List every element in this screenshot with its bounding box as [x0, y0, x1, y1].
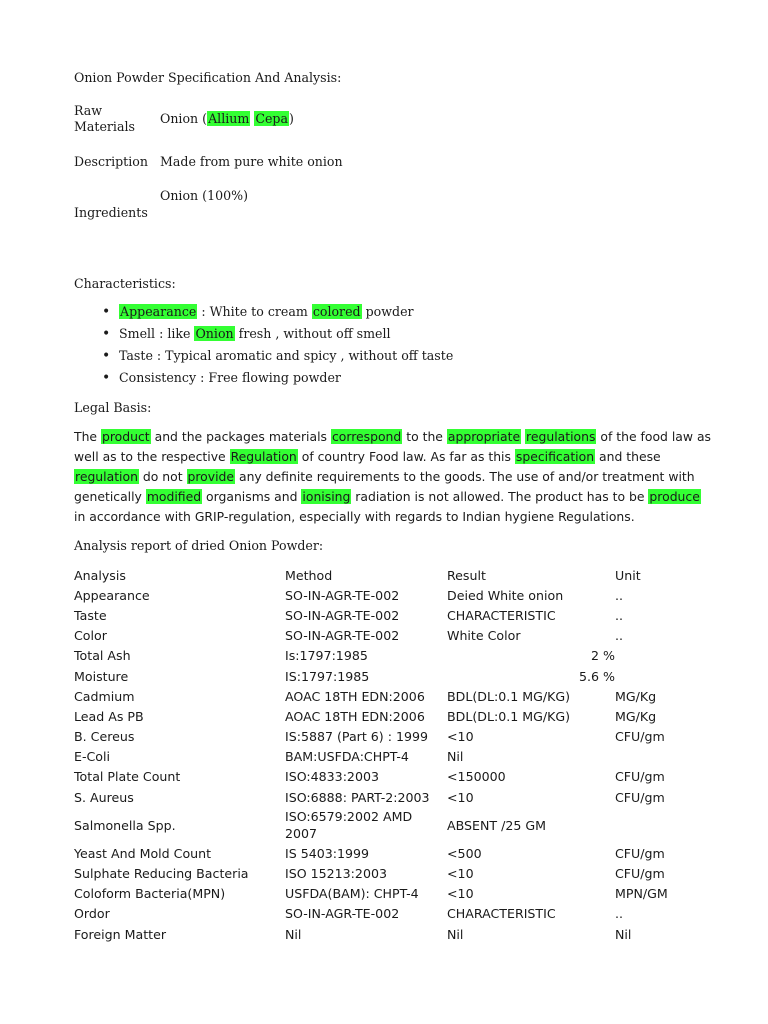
analysis-cell: Total Plate Count — [74, 769, 181, 785]
result-cell: <500 — [447, 845, 482, 861]
result-cell: CHARACTERISTIC — [447, 906, 556, 922]
method-cell: IS:1797:1985 — [285, 668, 370, 684]
highlight: regulation — [75, 469, 138, 484]
method-cell: SO-IN-AGR-TE-002 — [285, 628, 400, 644]
list-item: • Taste : Typical aromatic and spicy , without off taste — [74, 347, 453, 369]
unit-cell: MPN/GM — [615, 886, 668, 902]
result-cell: BDL(DL:0.1 MG/KG) — [447, 708, 571, 724]
method-cell: Nil — [285, 926, 302, 942]
list-item: • Consistency : Free flowing powder — [74, 369, 453, 391]
description-value: Made from pure white onion — [160, 154, 343, 169]
unit-cell: CFU/gm — [615, 845, 665, 861]
result-cell: CHARACTERISTIC — [447, 607, 556, 623]
column-header: Result — [447, 567, 486, 583]
table-row — [74, 767, 675, 787]
method-cell: ISO:4833:2003 — [285, 769, 379, 785]
analysis-cell: Yeast And Mold Count — [74, 845, 212, 861]
result-cell: <10 — [447, 789, 474, 805]
method-cell: AOAC 18TH EDN:2006 — [285, 708, 425, 724]
unit-cell: .. — [615, 607, 624, 623]
table-row — [74, 747, 675, 767]
unit-cell: MG/Kg — [615, 708, 657, 724]
method-cell: Is:1797:1985 — [285, 648, 368, 664]
column-header: Analysis — [74, 567, 126, 583]
method-cell: ISO:6888: PART-2:2003 — [285, 789, 430, 805]
unit-cell: CFU/gm — [615, 729, 665, 745]
characteristics-list — [74, 303, 453, 391]
highlight: product — [101, 429, 150, 444]
unit-cell: .. — [615, 906, 624, 922]
highlight: provide — [187, 469, 235, 484]
analysis-cell: Salmonella Spp. — [74, 817, 176, 833]
result-cell: 5.6 % — [579, 668, 615, 684]
analysis-cell: Appearance — [74, 587, 150, 603]
legal-paragraph — [74, 427, 711, 527]
unit-cell — [615, 747, 675, 767]
text: of country Food law. As far as this — [297, 449, 515, 464]
result-cell: Nil — [447, 749, 464, 765]
result-cell: <150000 — [447, 769, 506, 785]
raw-materials-label — [74, 103, 135, 135]
highlight: appropriate — [447, 429, 521, 444]
analysis-cell: Taste — [74, 607, 107, 623]
table-row — [74, 727, 675, 747]
raw-materials-label-line2: Materials — [74, 119, 135, 134]
page-title: Onion Powder Specification And Analysis: — [74, 70, 342, 85]
unit-cell: Nil — [615, 926, 632, 942]
result-cell: <10 — [447, 729, 474, 745]
text: to the — [402, 429, 447, 444]
table-row — [74, 706, 675, 726]
method-cell: USFDA(BAM): CHPT-4 — [285, 886, 419, 902]
text: do not — [138, 469, 187, 484]
characteristics-heading: Characteristics: — [74, 276, 176, 291]
ingredients-label: Ingredients — [74, 205, 148, 220]
table-header-row — [74, 565, 675, 585]
text: genetically — [74, 489, 146, 504]
raw-materials-value — [160, 111, 294, 126]
method-cell: IS:5887 (Part 6) : 1999 — [285, 729, 429, 745]
table-row — [74, 863, 675, 883]
text: and the packages materials — [150, 429, 331, 444]
unit-cell: .. — [615, 587, 624, 603]
method-cell: ISO:6579:2002 AMD 2007 — [285, 809, 413, 842]
legal-line-5: in accordance with GRIP-regulation, especially with regards to Indian hygiene Regulations. — [74, 509, 635, 524]
result-cell: Deied White onion — [447, 587, 564, 603]
description-label: Description — [74, 154, 148, 169]
legal-line-3 — [74, 467, 704, 487]
method-cell: SO-IN-AGR-TE-002 — [285, 906, 400, 922]
result-cell: Nil — [447, 926, 464, 942]
result-cell: <10 — [447, 886, 474, 902]
table-row — [74, 666, 675, 686]
column-header: Unit — [615, 567, 641, 583]
table-row — [74, 605, 675, 625]
method-cell: AOAC 18TH EDN:2006 — [285, 688, 425, 704]
unit-cell — [615, 807, 675, 843]
appearance-text: : White to cream — [197, 304, 312, 319]
analysis-cell: Ordor — [74, 906, 110, 922]
analysis-cell: Sulphate Reducing Bacteria — [74, 866, 249, 882]
table-row — [74, 843, 675, 863]
table-row — [74, 924, 675, 944]
analysis-cell: Foreign Matter — [74, 926, 167, 942]
legal-line-1 — [74, 427, 711, 447]
table-row — [74, 646, 675, 666]
analysis-cell: Total Ash — [74, 648, 131, 664]
unit-cell: CFU/gm — [615, 866, 665, 882]
legal-heading: Legal Basis: — [74, 400, 152, 415]
result-cell: White Color — [447, 628, 521, 644]
analysis-table — [74, 565, 675, 944]
table-row — [74, 787, 675, 807]
unit-cell — [615, 666, 675, 686]
method-cell: BAM:USFDA:CHPT-4 — [285, 749, 409, 765]
analysis-cell: Moisture — [74, 668, 129, 684]
legal-line-4 — [74, 487, 704, 507]
text: The — [74, 429, 101, 444]
method-cell: SO-IN-AGR-TE-002 — [285, 607, 400, 623]
highlight-colored: colored — [312, 304, 361, 319]
text: organisms and — [202, 489, 302, 504]
unit-cell: MG/Kg — [615, 688, 657, 704]
text: of the food law as — [596, 429, 711, 444]
highlight: correspond — [331, 429, 402, 444]
raw-materials-label-line1: Raw — [74, 103, 103, 118]
method-cell: SO-IN-AGR-TE-002 — [285, 587, 400, 603]
result-cell: <10 — [447, 866, 474, 882]
highlight-appearance: Appearance — [120, 304, 197, 319]
analysis-cell: S. Aureus — [74, 789, 134, 805]
result-cell: BDL(DL:0.1 MG/KG) — [447, 688, 571, 704]
highlight: Regulation — [230, 449, 297, 464]
ingredients-value: Onion (100%) — [160, 188, 248, 203]
smell-text: Smell : like — [119, 326, 195, 341]
text: radiation is not allowed. The product has to be — [351, 489, 649, 504]
table-row — [74, 686, 675, 706]
result-cell: 2 % — [591, 648, 615, 664]
analysis-cell: E-Coli — [74, 749, 110, 765]
method-cell: ISO 15213:2003 — [285, 866, 387, 882]
unit-cell: CFU/gm — [615, 789, 665, 805]
highlight: modified — [146, 489, 202, 504]
text: any definite requirements to the goods. The use of and/or treatment with — [235, 469, 695, 484]
raw-materials-text: Onion ( — [160, 111, 208, 126]
highlight: regulations — [526, 429, 596, 444]
table-row — [74, 884, 675, 904]
highlight: produce — [649, 489, 700, 504]
legal-line-2 — [74, 447, 704, 467]
unit-cell: .. — [615, 628, 624, 644]
highlight-allium: Allium — [208, 111, 250, 126]
analysis-cell: Lead As PB — [74, 708, 144, 724]
analysis-cell: Coloform Bacteria(MPN) — [74, 886, 226, 902]
method-cell: IS 5403:1999 — [285, 845, 370, 861]
table-row — [74, 626, 675, 646]
highlight-cepa: Cepa — [255, 111, 288, 126]
column-header: Method — [285, 567, 333, 583]
unit-cell — [615, 646, 675, 666]
analysis-cell: Cadmium — [74, 688, 135, 704]
appearance-text-end: powder — [361, 304, 414, 319]
table-row — [74, 585, 675, 605]
highlight: ionising — [302, 489, 351, 504]
analysis-cell: B. Cereus — [74, 729, 135, 745]
unit-cell: CFU/gm — [615, 769, 665, 785]
table-row — [74, 807, 675, 843]
text: and these — [595, 449, 661, 464]
highlight-onion: Onion — [195, 326, 234, 341]
analysis-heading: Analysis report of dried Onion Powder: — [74, 538, 324, 553]
list-item — [74, 303, 453, 325]
text: well as to the respective — [74, 449, 230, 464]
table-row — [74, 904, 675, 924]
highlight: specification — [515, 449, 595, 464]
result-cell: ABSENT /25 GM — [447, 817, 546, 833]
smell-text-end: fresh , without off smell — [234, 326, 391, 341]
analysis-cell: Color — [74, 628, 107, 644]
list-item — [74, 325, 453, 347]
raw-materials-close: ) — [289, 111, 294, 126]
